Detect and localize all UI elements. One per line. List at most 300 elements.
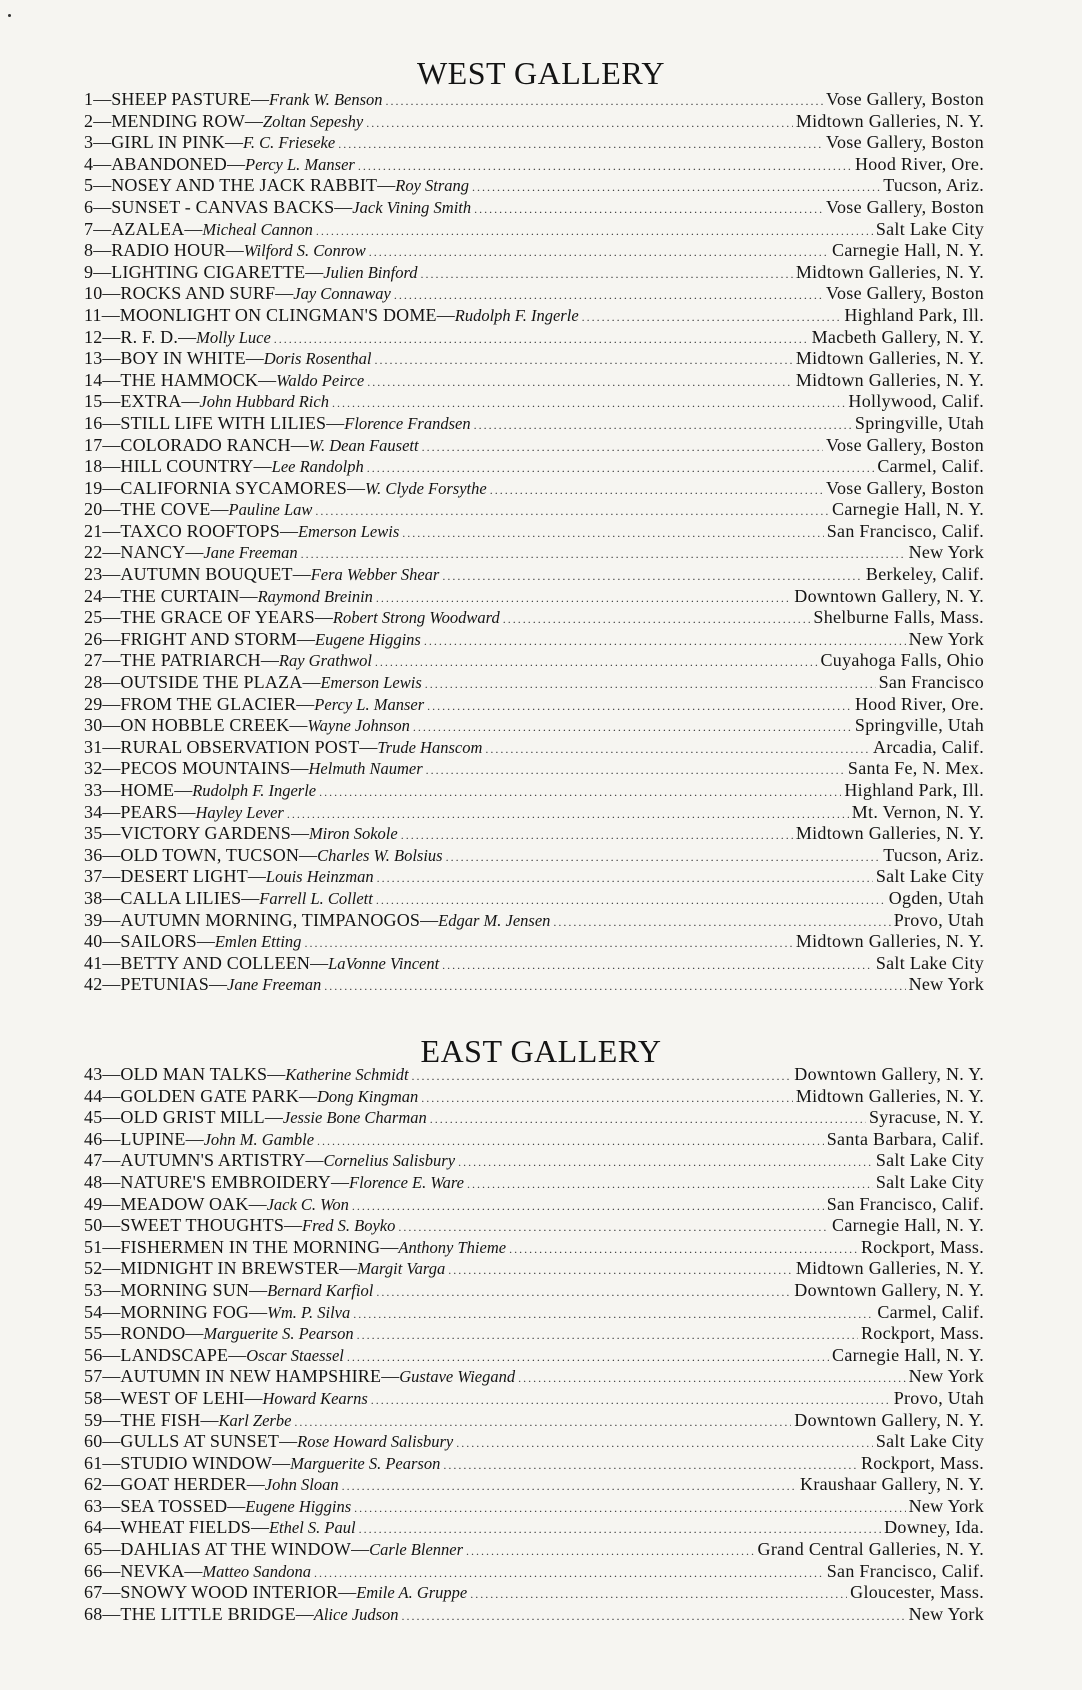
- dash-separator: —: [314, 607, 333, 628]
- list-item: [84, 845, 984, 867]
- lender-location: Gloucester, Mass.: [850, 1582, 984, 1603]
- artwork-title: GULLS AT SUNSET: [120, 1431, 280, 1452]
- artwork-title: HILL COUNTRY: [120, 456, 254, 477]
- list-item: [84, 499, 984, 521]
- entry-number: 58: [84, 1387, 103, 1408]
- artwork-title: EXTRA: [120, 391, 182, 412]
- artwork-title: AUTUMN BOUQUET: [120, 564, 293, 585]
- artwork-title: FRIGHT AND STORM: [120, 628, 297, 649]
- artist-name: Fera Webber Shear: [310, 565, 440, 585]
- artwork-title: NANCY: [120, 542, 186, 563]
- dot-leader: [430, 1109, 866, 1131]
- artist-name: Rudolph F. Ingerle: [454, 305, 579, 325]
- entry-number: 2: [84, 110, 94, 131]
- artwork-title: RURAL OBSERVATION POST: [120, 736, 360, 757]
- entry-number: 8: [84, 240, 94, 261]
- dot-leader: [342, 1476, 797, 1498]
- dash-separator: —: [436, 304, 455, 325]
- dash-separator: —: [102, 1258, 121, 1279]
- dash-separator: —: [272, 1452, 291, 1473]
- dash-separator: —: [239, 585, 258, 606]
- dash-separator: —: [267, 1064, 286, 1084]
- artist-name: Pauline Law: [228, 500, 313, 520]
- artwork-title: ABANDONED: [111, 153, 227, 174]
- artist-name: Jack Vining Smith: [352, 197, 472, 217]
- dash-separator: —: [279, 520, 298, 541]
- list-item: [84, 802, 984, 824]
- dash-separator: —: [305, 1150, 324, 1171]
- artist-name: Jane Freeman: [227, 975, 322, 995]
- lender-location: Salt Lake City: [875, 1431, 984, 1452]
- artwork-title: BOY IN WHITE: [120, 348, 246, 369]
- entry-number: 9: [84, 261, 94, 282]
- dash-separator: —: [102, 1171, 121, 1192]
- lender-location: Downtown Gallery, N. Y.: [794, 585, 984, 606]
- lender-location: Cuyahoga Falls, Ohio: [820, 650, 984, 671]
- entry-number: 44: [84, 1085, 103, 1106]
- dash-separator: —: [102, 1344, 121, 1365]
- dot-leader: [474, 199, 823, 221]
- artist-name: Wilford S. Conrow: [243, 241, 366, 261]
- entry-number: 31: [84, 736, 103, 757]
- lender-location: Macbeth Gallery, N. Y.: [811, 326, 984, 347]
- entry-number: 40: [84, 931, 103, 952]
- dot-leader: [401, 825, 793, 847]
- dash-separator: —: [102, 1128, 121, 1149]
- dash-separator: —: [93, 196, 112, 217]
- artwork-title: DAHLIAS AT THE WINDOW: [120, 1539, 352, 1560]
- dash-separator: —: [290, 758, 309, 779]
- artwork-title: THE HAMMOCK: [120, 369, 259, 390]
- dash-separator: —: [225, 240, 244, 261]
- dash-separator: —: [330, 1171, 349, 1192]
- dot-leader: [332, 393, 845, 415]
- dash-separator: —: [184, 1560, 203, 1581]
- dash-separator: —: [102, 1474, 121, 1495]
- artwork-title: STUDIO WINDOW: [120, 1452, 273, 1473]
- artist-name: Miron Sokole: [308, 824, 398, 844]
- artwork-title: OLD TOWN, TUCSON: [120, 844, 300, 865]
- artwork-title: CALIFORNIA SYCAMORES: [120, 477, 347, 498]
- dash-separator: —: [102, 650, 121, 671]
- lender-location: Salt Lake City: [875, 1171, 984, 1192]
- dash-separator: —: [102, 1150, 121, 1171]
- artwork-title: OLD GRIST MILL: [120, 1107, 265, 1128]
- dot-leader: [274, 329, 809, 351]
- artist-name: Carle Blenner: [369, 1540, 464, 1560]
- list-item: [84, 1064, 984, 1086]
- list-item: [84, 629, 984, 651]
- dot-leader: [357, 1325, 858, 1347]
- lender-location: Highland Park, Ill.: [844, 780, 984, 800]
- dash-separator: —: [102, 1301, 121, 1322]
- entry-number: 18: [84, 456, 103, 477]
- artist-name: Marguerite S. Pearson: [290, 1453, 441, 1473]
- dash-separator: —: [326, 412, 345, 433]
- dot-leader: [375, 350, 793, 372]
- artwork-title: MORNING SUN: [120, 1279, 250, 1300]
- dot-leader: [442, 955, 873, 977]
- artwork-title: OLD MAN TALKS: [120, 1064, 268, 1084]
- dash-separator: —: [102, 412, 121, 433]
- artwork-title: PEARS: [120, 801, 178, 822]
- dash-separator: —: [102, 607, 121, 628]
- dot-leader: [319, 782, 841, 804]
- dash-separator: —: [102, 477, 121, 498]
- dash-separator: —: [244, 1387, 263, 1408]
- dash-separator: —: [227, 153, 245, 174]
- entry-number: 66: [84, 1560, 103, 1581]
- entry-number: 38: [84, 887, 103, 908]
- artwork-title: SWEET THOUGHTS: [120, 1215, 285, 1236]
- artwork-title: WEST OF LEHI: [120, 1387, 245, 1408]
- dot-leader: [425, 674, 876, 696]
- lender-location: Downey, Ida.: [884, 1517, 984, 1538]
- entry-number: 63: [84, 1495, 103, 1516]
- list-item: [84, 1258, 984, 1280]
- dash-separator: —: [102, 909, 121, 930]
- artwork-title: COLORADO RANCH: [120, 434, 291, 455]
- entry-number: 5: [84, 175, 94, 196]
- list-item: [84, 283, 984, 305]
- lender-location: San Francisco, Calif.: [826, 1560, 984, 1581]
- entry-number: 3: [84, 132, 94, 153]
- artist-name: Howard Kearns: [262, 1388, 368, 1408]
- dash-separator: —: [93, 240, 112, 261]
- lender-location: Rockport, Mass.: [861, 1452, 984, 1473]
- lender-location: Carmel, Calif.: [877, 456, 984, 477]
- artwork-title: THE GRACE OF YEARS: [120, 607, 315, 628]
- lender-location: Midtown Galleries, N. Y.: [795, 369, 984, 390]
- list-item: [84, 1129, 984, 1151]
- entry-number: 46: [84, 1128, 103, 1149]
- dash-separator: —: [244, 110, 263, 131]
- dash-separator: —: [93, 218, 112, 239]
- dot-leader: [413, 717, 852, 739]
- artwork-title: AUTUMN MORNING, TIMPANOGOS: [120, 909, 421, 930]
- entry-number: 41: [84, 952, 103, 973]
- entry-number: 34: [84, 801, 103, 822]
- dash-separator: —: [93, 175, 112, 196]
- dot-leader: [359, 1519, 882, 1541]
- lender-location: Springville, Utah: [854, 715, 984, 736]
- dash-separator: —: [196, 931, 215, 952]
- artwork-title: THE FISH: [120, 1409, 201, 1430]
- list-item: [84, 1302, 984, 1324]
- list-item: [84, 478, 984, 500]
- entry-number: 59: [84, 1409, 103, 1430]
- dot-leader: [467, 1174, 873, 1196]
- artist-name: Robert Strong Woodward: [332, 608, 500, 628]
- artwork-title: THE PATRIARCH: [120, 650, 261, 671]
- lender-location: Midtown Galleries, N. Y.: [795, 348, 984, 369]
- artwork-title: MIDNIGHT IN BREWSTER: [120, 1258, 340, 1279]
- entry-number: 37: [84, 866, 103, 887]
- dash-separator: —: [250, 1517, 269, 1538]
- artist-name: Florence Frandsen: [344, 413, 471, 433]
- artist-name: Julien Binford: [323, 262, 418, 282]
- dot-leader: [472, 177, 880, 199]
- list-item: [84, 694, 984, 716]
- artist-name: Gustave Wiegand: [399, 1367, 516, 1387]
- dot-leader: [353, 1304, 874, 1326]
- list-item: [84, 1604, 984, 1626]
- artist-name: Ethel S. Paul: [268, 1518, 356, 1538]
- dash-separator: —: [359, 736, 378, 757]
- dash-separator: —: [102, 1409, 121, 1430]
- artist-name: Oscar Staessel: [246, 1345, 344, 1365]
- dot-leader: [386, 91, 823, 113]
- lender-location: Kraushaar Gallery, N. Y.: [800, 1474, 984, 1495]
- dash-separator: —: [298, 1085, 317, 1106]
- lender-location: Midtown Galleries, N. Y.: [795, 823, 984, 844]
- lender-location: San Francisco: [878, 672, 984, 693]
- list-item: [84, 931, 984, 953]
- lender-location: Salt Lake City: [875, 218, 984, 239]
- list-item: [84, 435, 984, 457]
- entry-number: 35: [84, 823, 103, 844]
- artwork-title: AUTUMN'S ARTISTRY: [120, 1150, 306, 1171]
- artist-name: Charles W. Bolsius: [317, 845, 443, 865]
- dash-separator: —: [178, 326, 197, 347]
- east-gallery-heading: EAST GALLERY: [420, 1033, 662, 1070]
- dash-separator: —: [102, 283, 121, 304]
- artwork-title: ROCKS AND SURF: [120, 283, 276, 304]
- list-item: [84, 154, 984, 176]
- dash-separator: —: [102, 844, 121, 865]
- dash-separator: —: [339, 1258, 358, 1279]
- list-item: [84, 974, 984, 996]
- dot-leader: [376, 588, 791, 610]
- dash-separator: —: [296, 693, 315, 714]
- artwork-title: LIGHTING CIGARETTE: [111, 261, 306, 282]
- dash-separator: —: [420, 909, 439, 930]
- dot-leader: [376, 890, 886, 912]
- dash-separator: —: [296, 628, 315, 649]
- dot-leader: [394, 285, 823, 307]
- dash-separator: —: [351, 1539, 370, 1560]
- list-item: [84, 888, 984, 910]
- dash-separator: —: [102, 736, 121, 757]
- dash-separator: —: [334, 196, 353, 217]
- dash-separator: —: [102, 391, 121, 412]
- dash-separator: —: [102, 758, 121, 779]
- dash-separator: —: [102, 952, 121, 973]
- entry-number: 48: [84, 1171, 103, 1192]
- entry-number: 25: [84, 607, 103, 628]
- dash-separator: —: [241, 887, 260, 908]
- dash-separator: —: [245, 348, 264, 369]
- dash-separator: —: [102, 1452, 121, 1473]
- dash-separator: —: [93, 261, 112, 282]
- artwork-title: SUNSET - CANVAS BACKS: [111, 196, 335, 217]
- artist-name: Zoltan Sepeshy: [262, 111, 364, 131]
- entry-number: 51: [84, 1236, 103, 1257]
- lender-location: Arcadia, Calif.: [873, 736, 984, 757]
- dash-separator: —: [200, 1409, 219, 1430]
- dot-leader: [376, 1282, 791, 1304]
- dash-separator: —: [102, 564, 121, 585]
- artist-name: Roy Strang: [395, 176, 470, 196]
- artist-name: Cornelius Salisbury: [323, 1151, 456, 1171]
- artist-name: LaVonne Vincent: [328, 953, 440, 973]
- artwork-title: AZALEA: [111, 218, 185, 239]
- artist-name: Eugene Higgins: [245, 1496, 352, 1516]
- dot-leader: [398, 1217, 829, 1239]
- dash-separator: —: [102, 499, 121, 520]
- dot-leader: [324, 976, 905, 998]
- list-item: [84, 132, 984, 154]
- list-item: [84, 1474, 984, 1496]
- entry-number: 52: [84, 1258, 103, 1279]
- dash-separator: —: [102, 348, 121, 369]
- dash-separator: —: [102, 1236, 121, 1257]
- dot-leader: [367, 372, 793, 394]
- dash-separator: —: [275, 283, 294, 304]
- lender-location: Vose Gallery, Boston: [826, 477, 984, 498]
- dash-separator: —: [102, 1193, 121, 1214]
- entry-number: 13: [84, 348, 103, 369]
- lender-location: Provo, Utah: [893, 1387, 984, 1408]
- entry-number: 55: [84, 1323, 103, 1344]
- dot-leader: [377, 868, 873, 890]
- dash-separator: —: [93, 153, 112, 174]
- dash-separator: —: [102, 1582, 121, 1603]
- lender-location: Carmel, Calif.: [877, 1301, 984, 1322]
- dash-separator: —: [102, 1215, 121, 1236]
- artwork-title: THE CURTAIN: [120, 585, 240, 606]
- dot-leader: [421, 1088, 793, 1110]
- lender-location: Hood River, Ore.: [854, 693, 984, 714]
- artwork-title: MORNING FOG: [120, 1301, 250, 1322]
- entry-number: 65: [84, 1539, 103, 1560]
- list-item: [84, 1280, 984, 1302]
- artwork-title: NATURE'S EMBROIDERY: [120, 1171, 331, 1192]
- list-item: [84, 262, 984, 284]
- dot-leader: [294, 1412, 791, 1434]
- artwork-title: ON HOBBLE CREEK: [120, 715, 290, 736]
- dot-leader: [421, 264, 793, 286]
- lender-location: Midtown Galleries, N. Y.: [795, 110, 984, 131]
- list-item: [84, 1323, 984, 1345]
- artwork-title: PECOS MOUNTAINS: [120, 758, 291, 779]
- page-speck: [8, 14, 11, 17]
- dash-separator: —: [102, 434, 121, 455]
- entry-number: 26: [84, 628, 103, 649]
- lender-location: Carnegie Hall, N. Y.: [832, 1215, 984, 1236]
- artwork-title: GIRL IN PINK: [111, 132, 225, 153]
- artwork-title: RONDO: [120, 1323, 186, 1344]
- dash-separator: —: [248, 1193, 267, 1214]
- dot-leader: [402, 1606, 906, 1628]
- list-item: [84, 370, 984, 392]
- artist-name: John M. Gamble: [203, 1129, 315, 1149]
- artist-name: Eugene Higgins: [314, 629, 421, 649]
- dash-separator: —: [284, 1215, 303, 1236]
- artist-name: Waldo Peirce: [276, 370, 365, 390]
- dash-separator: —: [292, 564, 311, 585]
- artist-name: Rudolph F. Ingerle: [192, 781, 317, 800]
- dash-separator: —: [102, 1107, 121, 1128]
- artwork-title: GOLDEN GATE PARK: [120, 1085, 299, 1106]
- dash-separator: —: [102, 1323, 121, 1344]
- entry-number: 32: [84, 758, 103, 779]
- lender-location: Carnegie Hall, N. Y.: [832, 1344, 984, 1365]
- lender-location: Salt Lake City: [875, 866, 984, 887]
- lender-location: Santa Fe, N. Mex.: [847, 758, 984, 779]
- list-item: [84, 1453, 984, 1475]
- artist-name: Frank W. Benson: [269, 90, 383, 109]
- entry-number: 45: [84, 1107, 103, 1128]
- artist-name: Anthony Thieme: [398, 1237, 507, 1257]
- dot-leader: [304, 933, 792, 955]
- artwork-title: MENDING ROW: [111, 110, 245, 131]
- dot-leader: [424, 631, 906, 653]
- entry-number: 49: [84, 1193, 103, 1214]
- lender-location: Downtown Gallery, N. Y.: [794, 1064, 984, 1084]
- list-item: [84, 1194, 984, 1216]
- entry-number: 36: [84, 844, 103, 865]
- lender-location: Vose Gallery, Boston: [826, 132, 984, 153]
- dot-leader: [490, 480, 823, 502]
- artwork-title: SHEEP PASTURE: [111, 89, 252, 109]
- dash-separator: —: [102, 1366, 121, 1387]
- dot-leader: [456, 1433, 873, 1455]
- dash-separator: —: [102, 1064, 121, 1084]
- lender-location: San Francisco, Calif.: [826, 1193, 984, 1214]
- dot-leader: [474, 415, 852, 437]
- dot-leader: [301, 544, 906, 566]
- dash-separator: —: [102, 520, 121, 541]
- artist-name: Molly Luce: [196, 327, 271, 347]
- entry-number: 47: [84, 1150, 103, 1171]
- list-item: [84, 348, 984, 370]
- list-item: [84, 1086, 984, 1108]
- list-item: [84, 672, 984, 694]
- artwork-title: BETTY AND COLLEEN: [120, 952, 311, 973]
- lender-location: Grand Central Galleries, N. Y.: [757, 1539, 984, 1560]
- artwork-title: THE COVE: [120, 499, 211, 520]
- artist-name: Percy L. Manser: [314, 694, 425, 714]
- lender-location: Midtown Galleries, N. Y.: [795, 931, 984, 952]
- lender-location: Syracuse, N. Y.: [869, 1107, 984, 1128]
- dash-separator: —: [381, 1366, 400, 1387]
- lender-location: Vose Gallery, Boston: [826, 196, 984, 217]
- artist-name: Hayley Lever: [195, 802, 284, 822]
- dash-separator: —: [249, 1301, 268, 1322]
- entry-number: 28: [84, 672, 103, 693]
- entry-number: 10: [84, 283, 103, 304]
- entry-number: 54: [84, 1301, 103, 1322]
- dash-separator: —: [102, 1387, 121, 1408]
- entry-number: 19: [84, 477, 103, 498]
- entry-number: 17: [84, 434, 103, 455]
- lender-location: Shelburne Falls, Mass.: [813, 607, 984, 628]
- lender-location: Salt Lake City: [875, 1150, 984, 1171]
- lender-location: New York: [908, 1603, 984, 1624]
- lender-location: Rockport, Mass.: [861, 1323, 984, 1344]
- west-gallery-heading: WEST GALLERY: [416, 55, 666, 92]
- dot-leader: [338, 134, 823, 156]
- dash-separator: —: [377, 175, 396, 196]
- list-item: [84, 1496, 984, 1518]
- dash-separator: —: [247, 866, 266, 887]
- artist-name: W. Dean Fausett: [308, 435, 419, 455]
- dash-separator: —: [227, 1495, 246, 1516]
- artist-name: Farrell L. Collett: [259, 888, 373, 908]
- artwork-title: OUTSIDE THE PLAZA: [120, 672, 303, 693]
- artist-name: Jessie Bone Charman: [282, 1108, 427, 1128]
